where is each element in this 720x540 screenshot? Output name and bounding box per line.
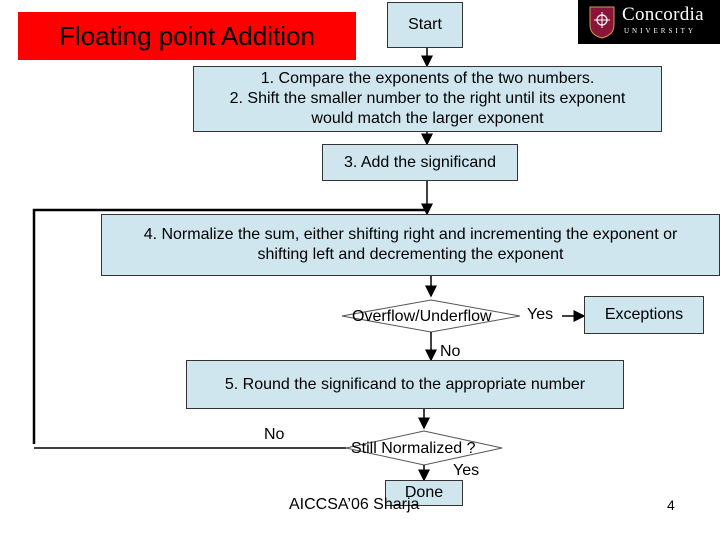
- step3-box: [322, 144, 518, 181]
- page-number: 4: [667, 497, 675, 513]
- step4-box: [101, 214, 720, 276]
- logo-subtitle: UNIVERSITY: [624, 27, 696, 35]
- overflow-yes-label: Yes: [527, 306, 554, 323]
- step4-line1: 4. Normalize the sum, either shifting right and incrementing the exponent or: [143, 226, 678, 243]
- normalized-decision-label: Still Normalized ?: [351, 440, 476, 457]
- footer-conference: AICCSA’06 Sharja: [289, 496, 420, 513]
- start-box: [387, 2, 463, 48]
- concordia-logo: [578, 0, 720, 44]
- start-label: Start: [408, 16, 442, 33]
- step5-label: 5. Round the significand to the appropriate number: [224, 375, 586, 393]
- step4-line2: shifting left and decrementing the exponent: [257, 246, 564, 263]
- concordia-seal-icon: [588, 5, 616, 39]
- step1-line1: 1. Compare the exponents of the two numbers.: [260, 70, 595, 87]
- logo-name: Concordia: [622, 4, 704, 25]
- normalized-yes-label: Yes: [453, 462, 480, 479]
- step5-box: [186, 360, 624, 409]
- overflow-decision-label: Overflow/Underflow: [352, 308, 492, 325]
- done-label: Done: [404, 484, 444, 501]
- step1-box: [193, 66, 662, 132]
- step1-line3: would match the larger exponent: [311, 110, 544, 127]
- step3-label: 3. Add the significand: [343, 153, 497, 171]
- step1-line2: 2. Shift the smaller number to the right until its exponent: [229, 90, 626, 107]
- overflow-no-label: No: [440, 343, 461, 360]
- slide-title: Floating point Addition: [18, 12, 356, 60]
- exceptions-label: Exceptions: [604, 306, 684, 323]
- exceptions-box: [584, 296, 704, 334]
- normalized-no-label: No: [264, 426, 285, 443]
